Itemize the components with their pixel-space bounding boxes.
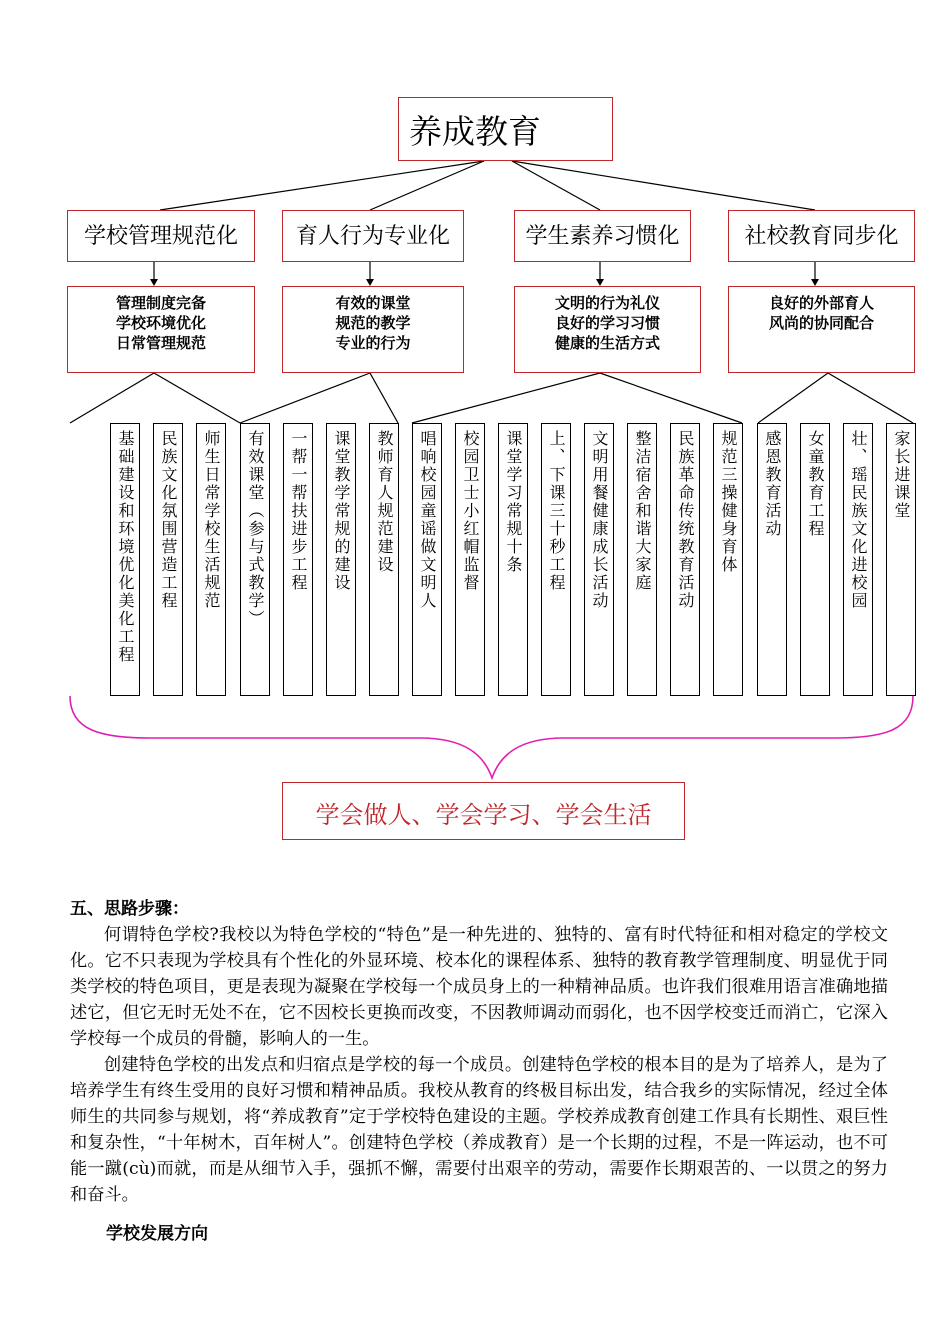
leaf-label: 教师育人规范建设: [375, 430, 394, 574]
detail-line: 学校环境优化: [115, 314, 206, 332]
leaf-node: [498, 423, 528, 696]
leaf-node: [670, 423, 700, 696]
leaf-label: 规范三操健身育体: [719, 430, 738, 574]
leaf-node: [326, 423, 356, 696]
leaf-node: [757, 423, 787, 696]
detail-line: 有效的课堂: [335, 294, 411, 312]
detail-node-community: [728, 286, 915, 373]
section-heading: 五、思路步骤：: [70, 899, 189, 919]
leaf-node: [283, 423, 313, 696]
branch-title: 社校教育同步化: [744, 224, 899, 249]
branch-node-management: [67, 210, 255, 262]
leaf-label: 一帮一帮扶进步工程: [289, 430, 308, 592]
leaf-node: [584, 423, 614, 696]
branch-title: 学校管理规范化: [83, 224, 238, 249]
leaf-label: 课堂教学常规的建设: [332, 430, 351, 592]
goal-label: 学会做人、学会学习、学会生活: [315, 801, 652, 829]
detail-line: 规范的教学: [335, 314, 411, 332]
leaf-label: 课堂学习常规十条: [504, 430, 523, 574]
goal-node: [282, 782, 685, 840]
leaf-label: 唱响校园童谣做文明人: [418, 430, 437, 610]
paragraph: 创建特色学校的出发点和归宿点是学校的每一个成员。创建特色学校的根本目的是为了培养人，是为了培养学生有终生受用的良好习惯和精神品质。我校从教育的终极目标出发，结合我乡的实际情况，经过全体师生的共同参与规划，将“养成教育”定于学校特色建设的主题。学校养成教育创建工作具有长期性、艰巨性和复杂性，“十年树木，百年树人”。创建特色学校（养成教育）是一个长期的过程，不是一阵运动，也不可能一蹴(cù)而就，而是从细节入手，强抓不懈，需要付出艰辛的劳动，需要作长期艰苦的、一以贯之的努力和奋斗。: [70, 1055, 888, 1205]
detail-line: 管理制度完备: [115, 294, 206, 312]
leaf-label: 文明用餐健康成长活动: [590, 430, 609, 610]
leaf-node: [369, 423, 399, 696]
detail-line: 日常管理规范: [115, 334, 206, 352]
leaf-label: 校园卫士小红帽监督: [461, 430, 480, 592]
leaf-node: [110, 423, 140, 696]
root-node: [398, 97, 613, 161]
detail-line: 文明的行为礼仪: [554, 294, 660, 312]
root-label: 养成教育: [409, 112, 541, 151]
section-body: [70, 896, 888, 1208]
leaf-node: [713, 423, 743, 696]
leaf-node: [800, 423, 830, 696]
detail-node-students: [514, 286, 701, 373]
leaf-label: 上、下课三十秒工程: [547, 430, 566, 592]
leaf-label: 民族文化氛围营造工程: [159, 430, 178, 610]
detail-line: 健康的生活方式: [554, 334, 660, 352]
leaf-node: [196, 423, 226, 696]
leaf-label: 基础建设和环境优化美化工程: [116, 430, 135, 664]
detail-node-teachers: [282, 286, 464, 373]
leaf-node: [153, 423, 183, 696]
leaf-node: [627, 423, 657, 696]
detail-line: 风尚的协同配合: [768, 314, 874, 332]
leaf-label: 有效课堂（参与式教学）: [246, 430, 265, 628]
detail-node-management: [67, 286, 255, 373]
paragraph: 何谓特色学校?我校以为特色学校的“特色”是一种先进的、独特的、富有时代特征和相对稳定的学校文化。它不只表现为学校具有个性化的外显环境、校本化的课程体系、独特的教育教学管理制度、明显优于同类学校的特色项目，更是表现为凝聚在学校每一个成员身上的一种精神品质。也许我们很难用语言准确地描述它，但它无时无处不在，它不因校长更换而改变，不因教师调动而弱化，也不因学校变迁而消亡，它深入学校每一个成员的骨髓，影响人的一生。: [70, 925, 888, 1049]
leaf-node: [886, 423, 916, 696]
leaf-node: [843, 423, 873, 696]
leaf-node: [455, 423, 485, 696]
leaf-label: 家长进课堂: [892, 430, 911, 520]
detail-line: 良好的学习习惯: [554, 314, 660, 332]
detail-line: 良好的外部育人: [768, 294, 874, 312]
branch-title: 学生素养习惯化: [525, 224, 680, 249]
leaf-label: 整洁宿舍和谐大家庭: [633, 430, 652, 592]
leaf-label: 师生日常学校生活规范: [202, 430, 221, 610]
leaf-node: [412, 423, 442, 696]
section-subheading: 学校发展方向: [106, 1224, 208, 1244]
branch-title: 育人行为专业化: [295, 224, 450, 249]
branch-node-community: [728, 210, 915, 262]
branch-node-students: [514, 210, 691, 262]
leaf-label: 民族革命传统教育活动: [676, 430, 695, 610]
leaf-node: [541, 423, 571, 696]
leaf-label: 女童教育工程: [806, 430, 825, 538]
branch-node-teachers: [282, 210, 464, 262]
detail-line: 专业的行为: [335, 334, 411, 352]
leaf-node: [240, 423, 270, 696]
leaf-label: 感恩教育活动: [763, 430, 782, 538]
leaf-label: 壮、瑶民族文化进校园: [849, 430, 868, 610]
